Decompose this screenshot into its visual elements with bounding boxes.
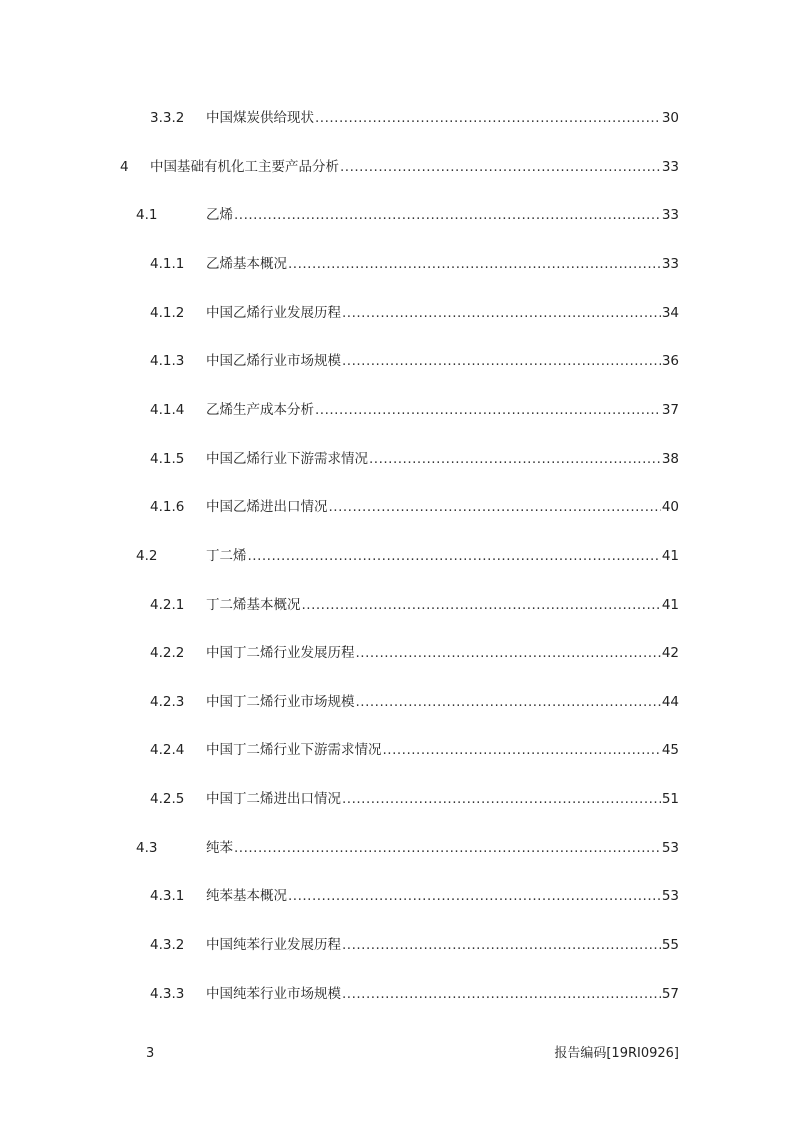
dot-leader	[342, 935, 661, 955]
toc-entry-line	[206, 886, 679, 906]
toc-entry-number: 4.2.2	[150, 645, 185, 662]
toc-entry-line	[206, 351, 679, 371]
toc-entry[interactable]	[0, 497, 800, 517]
toc-entry-line	[206, 935, 679, 955]
toc-entry-number: 4.1.5	[150, 450, 185, 467]
toc-entry-line	[206, 692, 679, 712]
toc-entry-number: 4.2.4	[150, 742, 185, 759]
toc-entry[interactable]	[0, 643, 800, 663]
toc-entry-line	[206, 643, 679, 663]
toc-entry[interactable]	[0, 108, 800, 128]
toc-entry[interactable]	[0, 838, 800, 858]
toc-entry[interactable]	[0, 449, 800, 469]
toc-entry-number: 4.3.1	[150, 888, 185, 905]
toc-entry-line	[206, 984, 679, 1004]
toc-entry-line	[206, 546, 679, 566]
toc-entry-page: 45	[661, 742, 679, 759]
toc-entry-title: 中国纯苯行业发展历程	[206, 937, 341, 954]
toc-entry-page: 40	[661, 499, 679, 516]
toc-entry-number: 4.3.2	[150, 937, 185, 954]
toc-entry-page: 41	[661, 596, 679, 613]
toc-entry-number: 4.3	[136, 839, 158, 856]
toc-entry[interactable]	[0, 157, 800, 177]
toc-entry-number: 4.1	[136, 207, 158, 224]
footer-page-number: 3	[146, 1046, 155, 1061]
dot-leader	[302, 595, 661, 615]
toc-entry-title: 丁二烯基本概况	[206, 596, 301, 613]
toc-entry-title: 中国丁二烯行业发展历程	[206, 645, 355, 662]
toc-entry-title: 中国煤炭供给现状	[206, 110, 314, 126]
toc-entry-page: 33	[661, 158, 679, 175]
toc-entry-page: 57	[661, 985, 679, 1002]
toc-entry-number: 4.1.4	[150, 401, 185, 418]
toc-entry-line	[206, 497, 679, 517]
toc-entry-title: 中国乙烯行业市场规模	[206, 353, 341, 370]
toc-entry-number: 4.2.5	[150, 791, 185, 808]
toc-entry-number: 4.1.6	[150, 499, 185, 516]
toc-entry-number: 4.2.3	[150, 693, 185, 710]
toc-entry-line	[206, 740, 679, 760]
dot-leader	[369, 449, 661, 469]
toc-entry-page: 30	[661, 110, 679, 126]
toc-entry-title: 中国基础有机化工主要产品分析	[150, 158, 339, 175]
toc-entry-line	[150, 157, 679, 177]
toc-entry-line	[206, 303, 679, 323]
toc-entry-number: 4.3.3	[150, 985, 185, 1002]
toc-entry-title: 丁二烯	[206, 547, 247, 564]
toc-entry-number: 4.1.2	[150, 304, 185, 321]
dot-leader	[315, 108, 661, 128]
toc-entry[interactable]	[0, 546, 800, 566]
toc-entry-page: 51	[661, 791, 679, 808]
toc-entry-line	[206, 838, 679, 858]
toc-entry-title: 中国乙烯进出口情况	[206, 499, 328, 516]
toc-entry-title: 乙烯基本概况	[206, 255, 287, 272]
toc-entry-page: 44	[661, 693, 679, 710]
toc-entry-number: 4.1.3	[150, 353, 185, 370]
toc-entry[interactable]	[0, 254, 800, 274]
toc-entry[interactable]	[0, 351, 800, 371]
toc-entry-number: 4.1.1	[150, 255, 185, 272]
toc-entry-page: 37	[661, 401, 679, 418]
toc-entry[interactable]	[0, 692, 800, 712]
toc-entry[interactable]	[0, 595, 800, 615]
toc-entry-title: 中国乙烯行业下游需求情况	[206, 450, 368, 467]
toc-entry-number: 4.2.1	[150, 596, 185, 613]
toc-entry-page: 41	[661, 547, 679, 564]
toc-entry-page: 38	[661, 450, 679, 467]
toc-entry-line	[206, 400, 679, 420]
dot-leader	[288, 254, 661, 274]
dot-leader	[248, 546, 661, 566]
toc-entry-title: 纯苯	[206, 839, 233, 856]
toc-entry-title: 中国丁二烯行业下游需求情况	[206, 742, 382, 759]
toc-entry-number: 3.3.2	[150, 110, 185, 126]
dot-leader	[356, 692, 661, 712]
toc-entry-line	[206, 595, 679, 615]
toc-entry-number: 4	[120, 158, 129, 175]
dot-leader	[234, 838, 661, 858]
toc-entry[interactable]	[0, 984, 800, 1004]
toc-entry-page: 33	[661, 255, 679, 272]
dot-leader	[329, 497, 661, 517]
dot-leader	[342, 351, 661, 371]
dot-leader	[342, 984, 661, 1004]
toc-entry-title: 纯苯基本概况	[206, 888, 287, 905]
toc-entry-line	[206, 254, 679, 274]
dot-leader	[315, 400, 661, 420]
toc-entry[interactable]	[0, 789, 800, 809]
toc-entry[interactable]	[0, 886, 800, 906]
toc-entry-title: 乙烯生产成本分析	[206, 401, 314, 418]
toc-entry-page: 53	[661, 839, 679, 856]
toc-entry-page: 34	[661, 304, 679, 321]
dot-leader	[342, 303, 661, 323]
dot-leader	[342, 789, 661, 809]
toc-entry[interactable]	[0, 205, 800, 225]
toc-entry-page: 42	[661, 645, 679, 662]
dot-leader	[234, 205, 661, 225]
dot-leader	[288, 886, 661, 906]
toc-entry-title: 乙烯	[206, 207, 233, 224]
toc-entry[interactable]	[0, 935, 800, 955]
toc-entry-page: 53	[661, 888, 679, 905]
toc-entry-number: 4.2	[136, 547, 158, 564]
dot-leader	[356, 643, 661, 663]
toc-entry-title: 中国纯苯行业市场规模	[206, 985, 341, 1002]
toc-entry-line	[206, 205, 679, 225]
toc-entry-page: 36	[661, 353, 679, 370]
dot-leader	[340, 157, 661, 177]
dot-leader	[383, 740, 661, 760]
toc-entry-line	[206, 108, 679, 128]
toc-entry[interactable]	[0, 303, 800, 323]
toc-entry-title: 中国乙烯行业发展历程	[206, 304, 341, 321]
toc-entry-line	[206, 449, 679, 469]
toc-entry-page: 33	[661, 207, 679, 224]
toc-entry[interactable]	[0, 740, 800, 760]
toc-entry-title: 中国丁二烯进出口情况	[206, 791, 341, 808]
toc-entry-line	[206, 789, 679, 809]
toc-entry-page: 55	[661, 937, 679, 954]
toc-entry[interactable]	[0, 400, 800, 420]
toc-entry-title: 中国丁二烯行业市场规模	[206, 693, 355, 710]
footer-report-code: 报告编码[19RI0926]	[554, 1046, 679, 1061]
